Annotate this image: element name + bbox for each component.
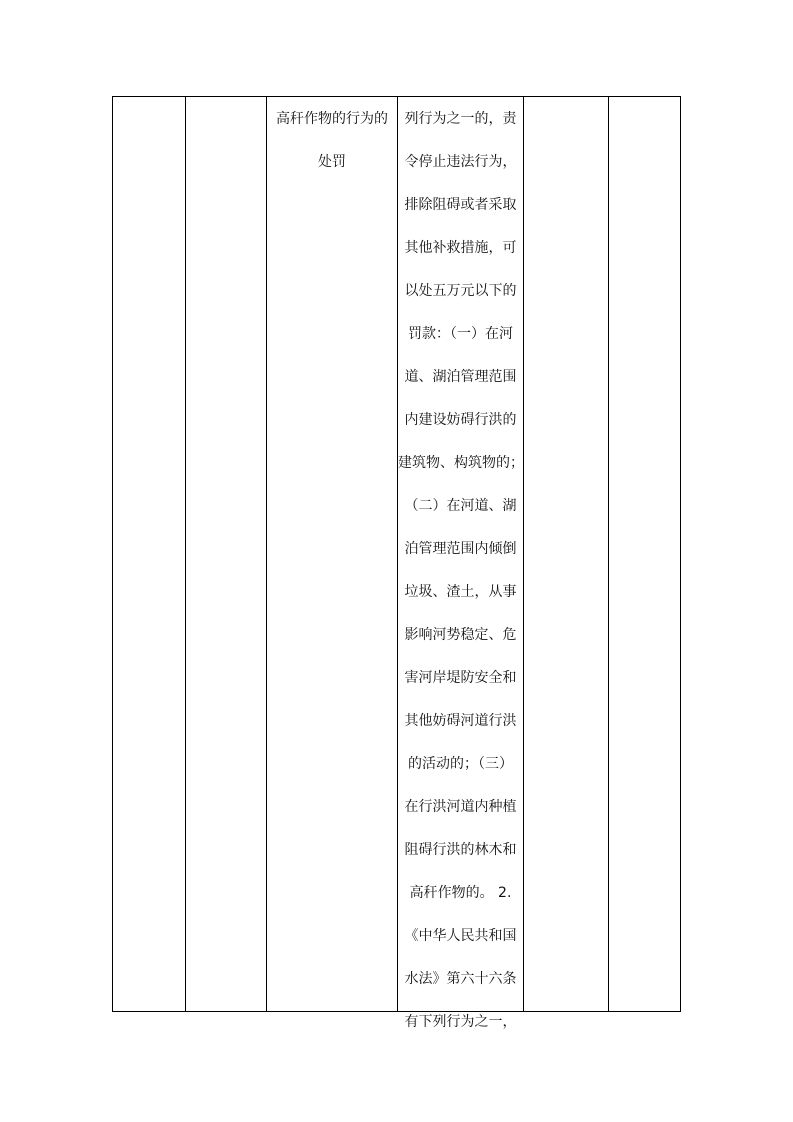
cell-line: 的活动的；（三）	[408, 756, 513, 772]
table-cell-col-6	[609, 97, 681, 1011]
table-cell-col-5	[524, 97, 608, 1011]
cell-line: 水法》第六十六条	[404, 971, 517, 987]
cell-line: （二）在河道、湖	[404, 498, 517, 514]
cell-line: 在行洪河道内种植	[404, 799, 517, 815]
cell-line: 建筑物、构筑物的；	[398, 455, 524, 471]
table-cell-col-4	[398, 97, 524, 1030]
cell-line: 排除阻碍或者采取	[404, 197, 517, 213]
cell-line: 道、湖泊管理范围	[404, 369, 517, 385]
cell-line: 其他补救措施，可	[404, 240, 517, 256]
table-cell-col-1	[113, 97, 185, 1011]
cell-line: 内建设妨碍行洪的	[404, 412, 517, 428]
cell-line: 以处五万元以下的	[404, 283, 517, 299]
cell-line: 《中华人民共和国	[404, 928, 517, 944]
cell-line: 垃圾、渣土，从事	[404, 584, 517, 600]
cell-line: 害河岸堤防安全和	[404, 670, 517, 686]
cell-line: 有下列行为之一，	[404, 1014, 517, 1030]
cell-line: 高秆作物的。 2.	[409, 885, 512, 901]
table-cell-col-2	[186, 97, 266, 1011]
cell-line: 处罚	[318, 154, 346, 170]
cell-line: 泊管理范围内倾倒	[404, 541, 517, 557]
penalty-table	[112, 96, 681, 1030]
cell-line: 列行为之一的，责	[404, 111, 517, 127]
cell-line: 令停止违法行为，	[404, 154, 517, 170]
table-cell-col-3	[267, 97, 397, 1011]
cell-line: 罚款：（一）在河	[408, 326, 513, 342]
cell-line: 其他妨碍河道行洪	[404, 713, 517, 729]
cell-line: 高秆作物的行为的	[276, 111, 388, 127]
cell-line: 阻碍行洪的林木和	[404, 842, 517, 858]
cell-line: 影响河势稳定、危	[404, 627, 517, 643]
